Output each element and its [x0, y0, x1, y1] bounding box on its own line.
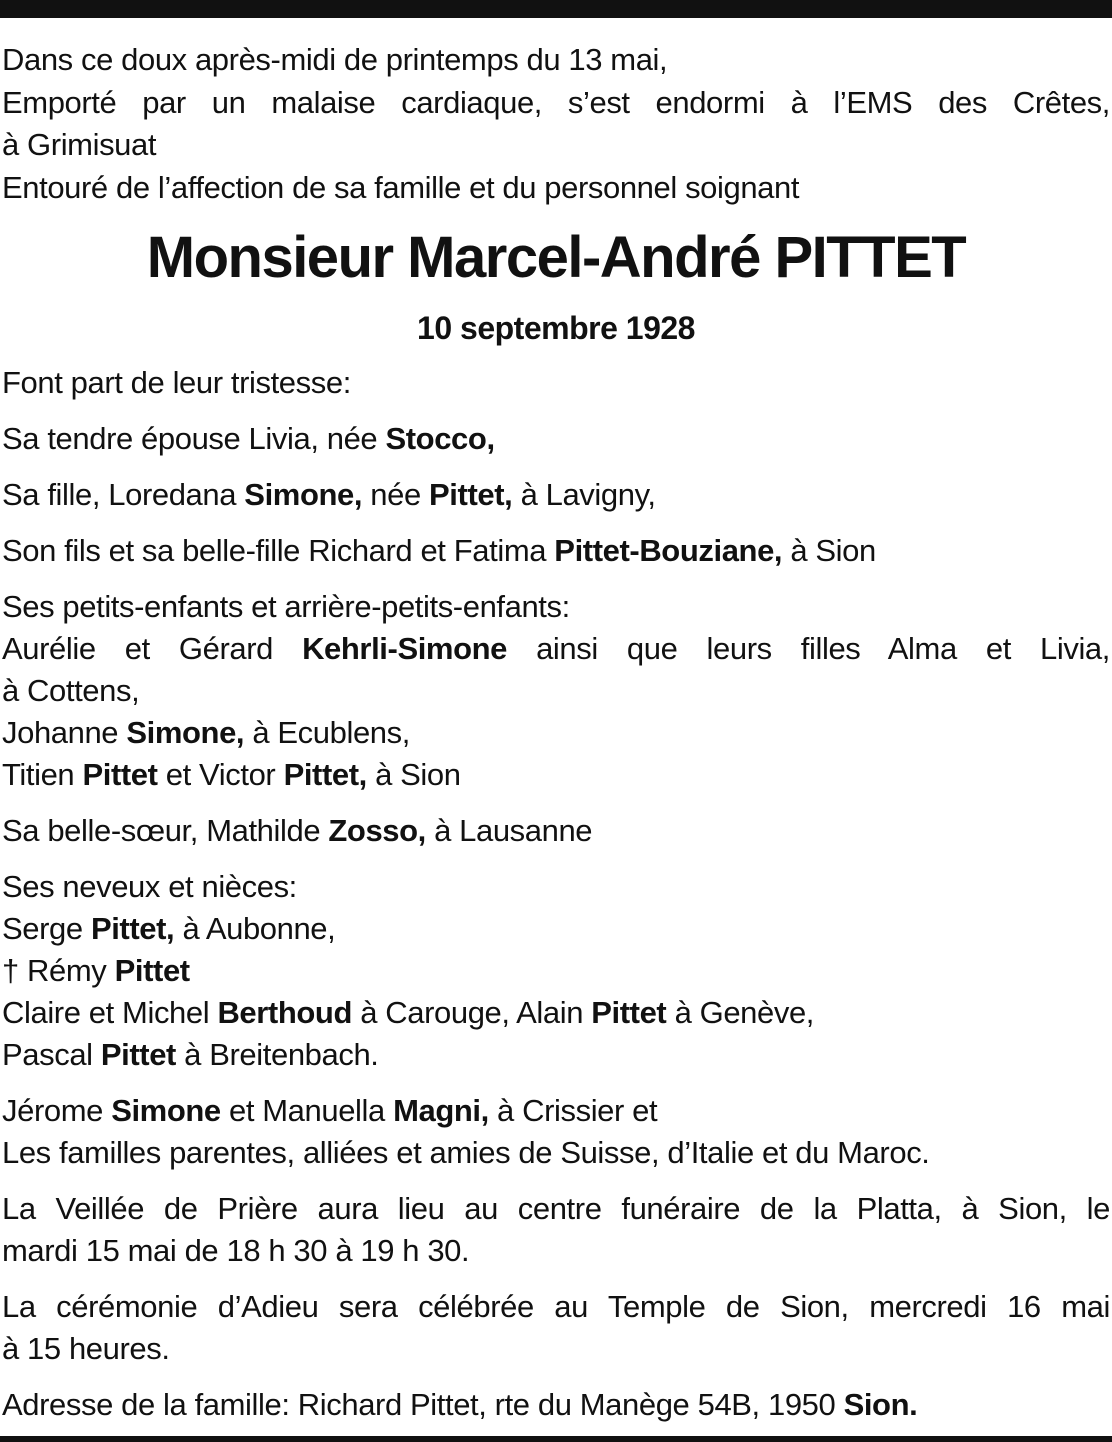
text-segment: Dans ce doux après-midi de printemps du 13 mai,: [2, 42, 668, 77]
paragraph: [2, 474, 1110, 516]
text-segment: ainsi que leurs filles Alma et Livia,: [507, 631, 1110, 666]
emphasized-name: Zosso,: [328, 813, 426, 848]
birth-date: 10 septembre 1928: [417, 310, 695, 346]
emphasized-name: Pittet,: [429, 477, 513, 512]
text-line: [2, 1384, 1110, 1426]
text-segment: à Genève,: [666, 995, 815, 1030]
text-line: [2, 1034, 1110, 1076]
text-segment: La cérémonie d’Adieu sera célébrée au Temple de Sion, mercredi 16 mai: [2, 1289, 1110, 1324]
text-line: [2, 167, 1110, 210]
text-line: [2, 670, 1110, 712]
paragraph: [2, 866, 1110, 1076]
text-segment: à Sion: [366, 757, 461, 792]
deceased-name: Monsieur Marcel-André PITTET: [146, 225, 966, 290]
text-line: [2, 628, 1110, 670]
text-line: [2, 362, 1110, 404]
emphasized-name: Pittet,: [283, 757, 367, 792]
intro-text: [2, 39, 1110, 209]
paragraph: [2, 1188, 1110, 1272]
text-line: [2, 712, 1110, 754]
paragraph: [2, 362, 1110, 404]
text-line: [2, 950, 1110, 992]
text-segment: Ses petits-enfants et arrière-petits-enfants:: [2, 589, 570, 624]
text-segment: Claire et Michel: [2, 995, 218, 1030]
text-line: [2, 866, 1110, 908]
text-segment: à Ecublens,: [244, 715, 410, 750]
text-segment: Emporté par un malaise cardiaque, s’est endormi à l’EMS des Crêtes,: [2, 84, 1110, 120]
text-segment: Son fils et sa belle-fille Richard et Fatima: [2, 533, 555, 568]
emphasized-name: Pittet: [114, 953, 190, 988]
announcement-body: [2, 362, 1110, 1440]
text-line: [2, 1090, 1110, 1132]
text-segment: née: [362, 477, 430, 512]
emphasized-name: Pittet: [100, 1037, 176, 1072]
text-line: [2, 1132, 1110, 1174]
text-line: [2, 418, 1110, 460]
emphasized-name: Pittet,: [90, 911, 175, 946]
paragraph: [2, 1090, 1110, 1174]
paragraph: [2, 586, 1110, 796]
text-segment: La Veillée de Prière aura lieu au centre funéraire de la Platta, à Sion, le: [2, 1191, 1110, 1226]
text-segment: Titien: [2, 757, 83, 792]
paragraph: [2, 1286, 1110, 1370]
text-segment: Sa fille, Loredana: [2, 477, 245, 512]
emphasized-name: Magni,: [393, 1093, 489, 1128]
emphasized-name: Pittet: [591, 995, 667, 1030]
text-segment: à Cottens,: [2, 673, 140, 708]
text-segment: à Aubonne,: [174, 911, 336, 946]
text-segment: Entouré de l’affection de sa famille et du personnel soignant: [2, 169, 800, 205]
text-segment: Ses neveux et nièces:: [2, 869, 297, 904]
text-segment: et Manuella: [220, 1093, 394, 1128]
bottom-rule: [0, 1436, 1112, 1442]
text-line: [2, 754, 1110, 796]
emphasized-name: Simone,: [126, 715, 245, 750]
text-line: [2, 124, 1110, 167]
emphasized-name: Berthoud: [217, 995, 352, 1030]
text-segment: Serge: [2, 911, 91, 946]
text-line: [2, 810, 1110, 852]
emphasized-name: Sion.: [843, 1387, 918, 1422]
text-segment: Pascal: [2, 1037, 101, 1072]
emphasized-name: Simone,: [244, 477, 363, 512]
text-segment: à Breitenbach.: [175, 1037, 379, 1072]
text-segment: Sa belle-sœur, Mathilde: [2, 813, 329, 848]
text-line: [2, 1286, 1110, 1328]
text-line: [2, 992, 1110, 1034]
text-segment: Adresse de la famille: Richard Pittet, rte du Manège 54B, 1950: [2, 1387, 844, 1422]
text-segment: Johanne: [2, 715, 127, 750]
text-segment: mardi 15 mai de 18 h 30 à 19 h 30.: [2, 1233, 470, 1268]
emphasized-name: Kehrli-Simone: [302, 631, 508, 666]
text-segment: à Carouge, Alain: [352, 995, 592, 1030]
paragraph: [2, 530, 1110, 572]
text-line: [2, 474, 1110, 516]
paragraph: [2, 810, 1110, 852]
text-line: [2, 530, 1110, 572]
text-line: [2, 1188, 1110, 1230]
text-line: [2, 1328, 1110, 1370]
emphasized-name: Pittet-Bouziane,: [554, 533, 783, 568]
text-segment: Font part de leur tristesse:: [2, 365, 351, 400]
text-segment: à Crissier et: [488, 1093, 658, 1128]
text-line: [2, 908, 1110, 950]
text-segment: à 15 heures.: [2, 1331, 170, 1366]
emphasized-name: Simone: [111, 1093, 221, 1128]
text-line: [2, 1230, 1110, 1272]
text-segment: Jérome: [2, 1093, 112, 1128]
paragraph: [2, 1384, 1110, 1426]
text-line: [2, 39, 1110, 82]
text-segment: Aurélie et Gérard: [2, 631, 303, 666]
text-segment: † Rémy: [2, 953, 115, 988]
text-segment: à Lavigny,: [512, 477, 656, 512]
text-line: [2, 586, 1110, 628]
text-line: [2, 82, 1110, 125]
text-segment: à Lausanne: [425, 813, 593, 848]
text-segment: à Grimisuat: [2, 127, 157, 162]
paragraph: [2, 418, 1110, 460]
top-rule: [0, 0, 1112, 18]
emphasized-name: Stocco,: [385, 421, 495, 456]
emphasized-name: Pittet: [82, 757, 158, 792]
text-segment: à Sion: [782, 533, 876, 568]
text-segment: Sa tendre épouse Livia, née: [2, 421, 386, 456]
text-segment: et Victor: [157, 757, 284, 792]
text-segment: Les familles parentes, alliées et amies de Suisse, d’Italie et du Maroc.: [2, 1135, 930, 1170]
